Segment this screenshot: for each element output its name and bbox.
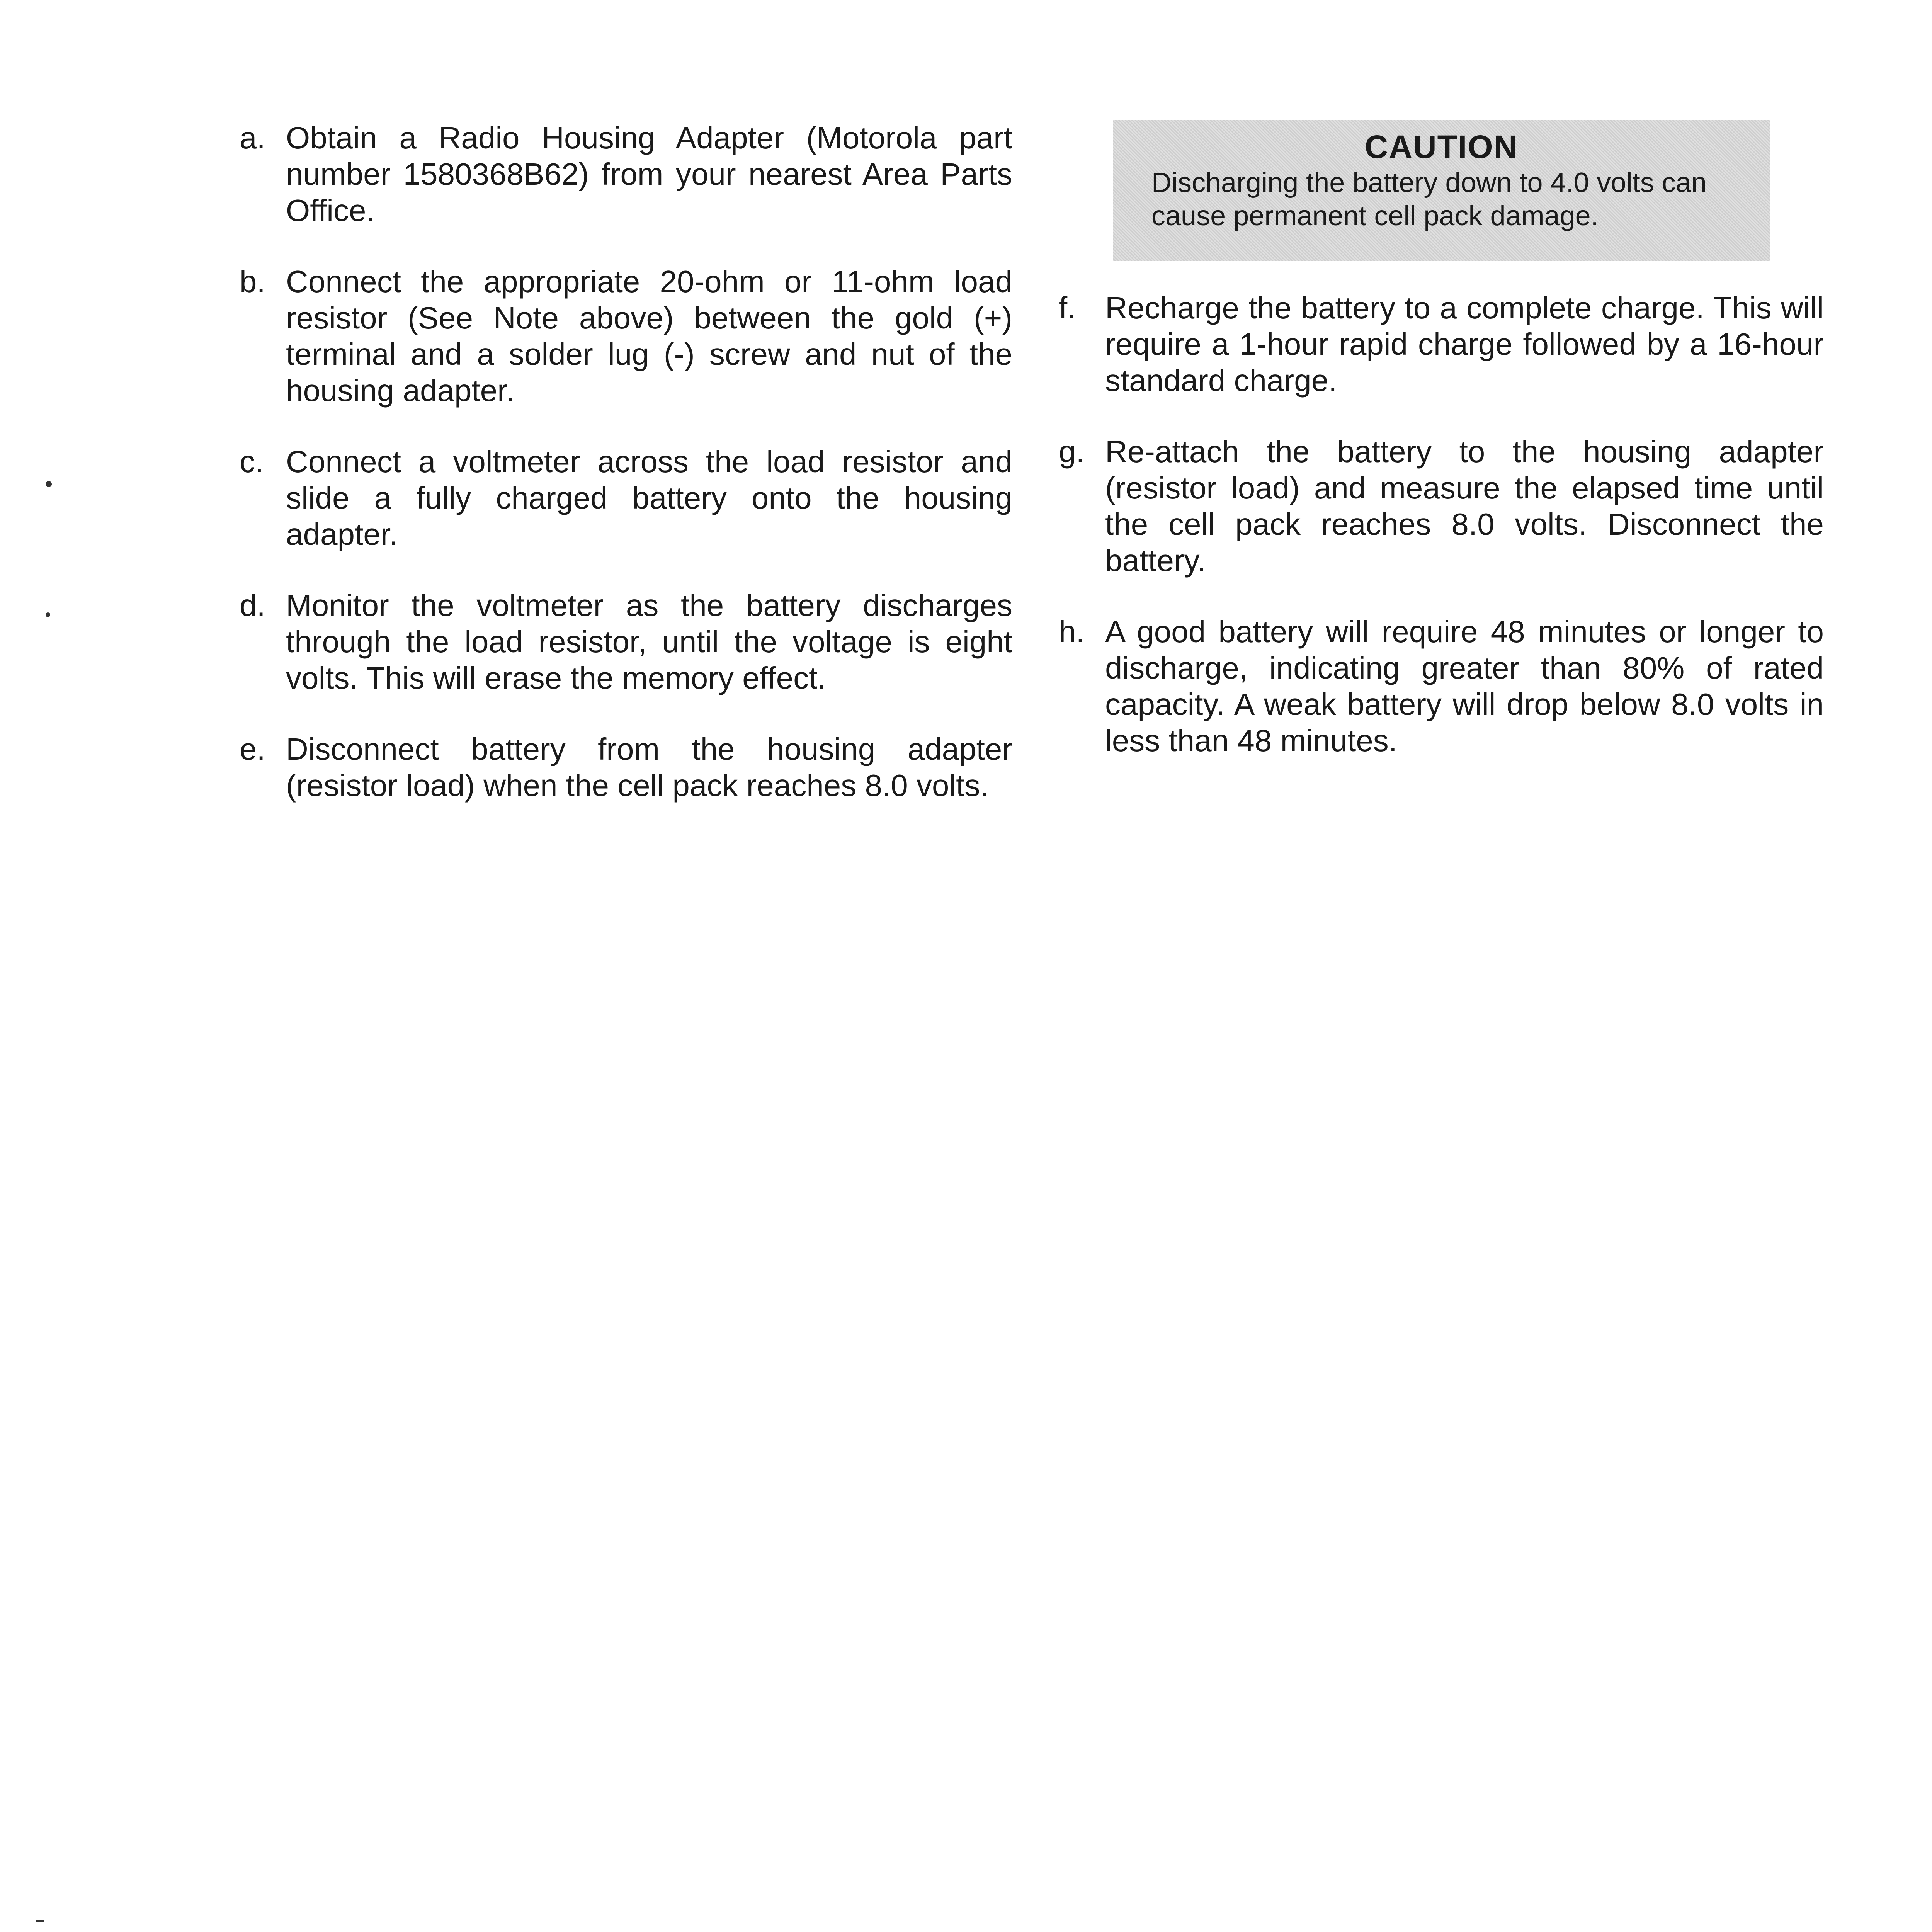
step-d <box>240 587 1012 696</box>
step-text: Recharge the battery to a complete charge. This will require a 1-hour rapid charge followed by a 16-hour standard charge. <box>1105 291 1824 398</box>
step-letter: c. <box>240 444 264 479</box>
step-letter: h. <box>1059 614 1085 649</box>
step-letter: d. <box>240 588 265 622</box>
step-letter: e. <box>240 732 265 766</box>
step-h <box>1059 614 1824 759</box>
step-f <box>1059 290 1824 399</box>
step-g <box>1059 434 1824 579</box>
scan-speck <box>46 612 50 617</box>
step-e <box>240 731 1012 804</box>
step-text: Disconnect battery from the housing adapter (resistor load) when the cell pack reaches 8.0 volts. <box>286 732 1012 803</box>
step-letter: g. <box>1059 434 1085 469</box>
step-text: Monitor the voltmeter as the battery discharges through the load resistor, until the voltage is eight volts. This will erase the memory effect. <box>286 588 1012 695</box>
left-column <box>240 120 1012 838</box>
caution-title: CAUTION <box>1364 129 1518 165</box>
caution-text: Discharging the battery down to 4.0 volts can cause permanent cell pack damage. <box>1151 167 1707 231</box>
step-b <box>240 264 1012 409</box>
right-column <box>1059 120 1824 794</box>
step-text: Connect the appropriate 20-ohm or 11-ohm load resistor (See Note above) between the gold (+) terminal and a solder lug (-) screw and nut of the housing adapter. <box>286 264 1012 408</box>
step-letter: b. <box>240 264 265 299</box>
step-letter: a. <box>240 121 265 155</box>
scan-speck <box>36 1920 44 1922</box>
step-text: Obtain a Radio Housing Adapter (Motorola part number 1580368B62) from your nearest Area Parts Office. <box>286 121 1012 228</box>
step-letter: f. <box>1059 291 1076 325</box>
step-text: Re-attach the battery to the housing adapter (resistor load) and measure the elapsed time until the cell pack reaches 8.0 volts. Disconnect the battery. <box>1105 434 1824 578</box>
step-c <box>240 444 1012 553</box>
step-text: Connect a voltmeter across the load resistor and slide a fully charged battery onto the housing adapter. <box>286 444 1012 551</box>
step-text: A good battery will require 48 minutes or longer to discharge, indicating greater than 80% of rated capacity. A weak battery will drop below 8.0 volts in less than 48 minutes. <box>1105 614 1824 758</box>
step-a <box>240 120 1012 229</box>
scan-speck <box>46 481 52 487</box>
